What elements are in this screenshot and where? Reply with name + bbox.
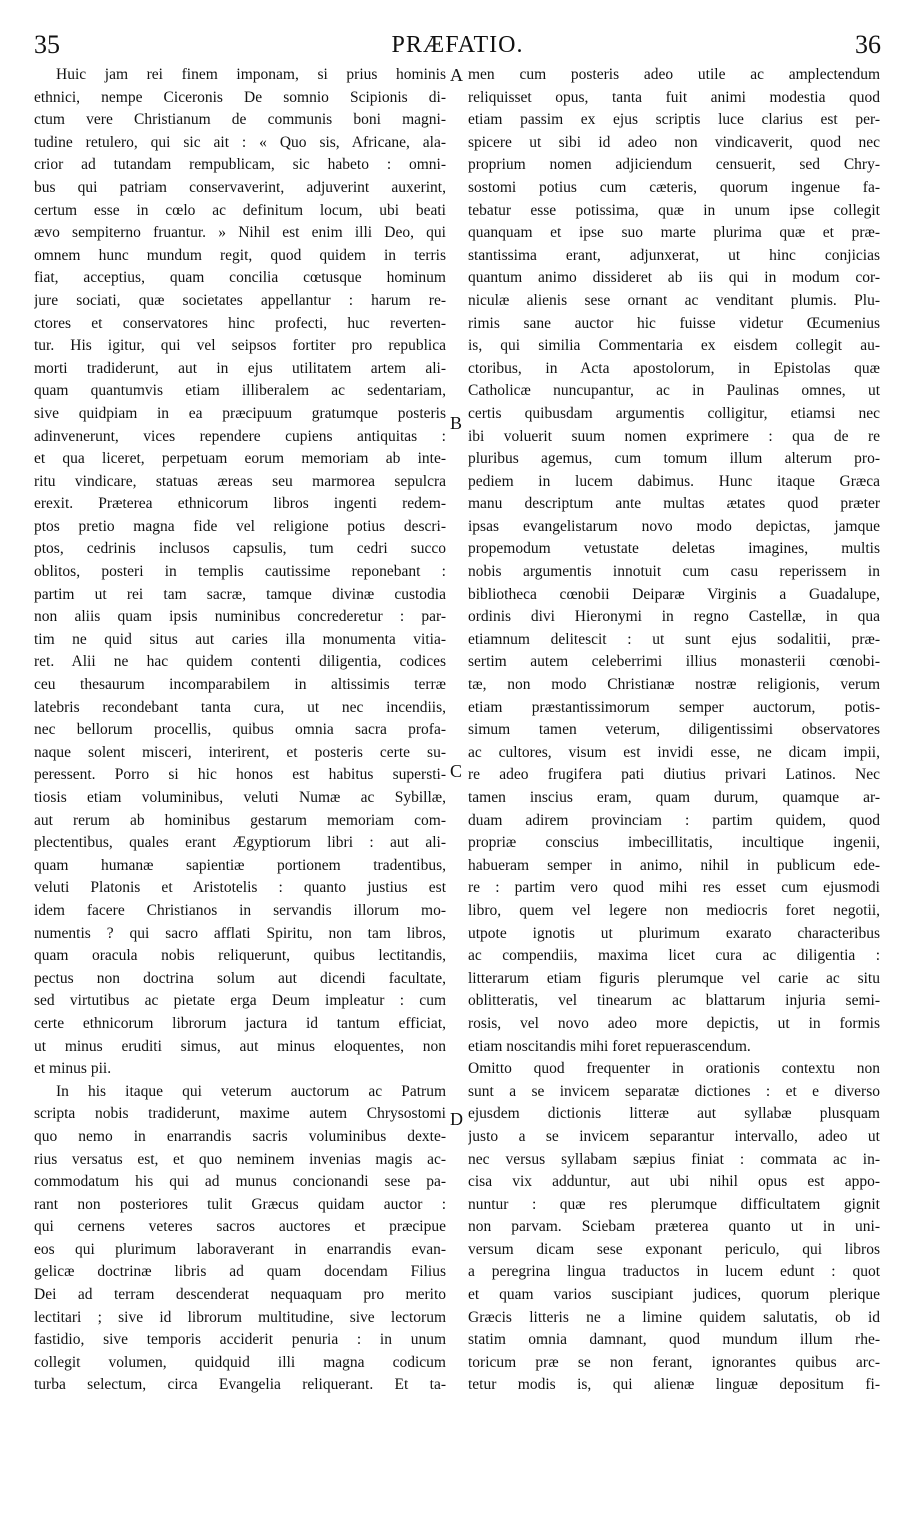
text-line: tudine retulero, qui sic ait : « Quo sis, Africane, ala- bbox=[34, 133, 446, 151]
text-line: et quam varios suscipiant judices, quorum plerique bbox=[468, 1286, 880, 1304]
text-line: ordinis divi Hieronymi in regno Castellæ, in qua bbox=[468, 608, 880, 626]
text-line: partim ut rei tam sacræ, tamque divinæ custodia bbox=[34, 585, 446, 603]
text-line: litterarum etiam figuris plerumque vel carie ac situ bbox=[468, 969, 880, 987]
margin-markers bbox=[446, 64, 468, 1464]
text-line: pectus non doctrina solum aut dicendi facultate, bbox=[34, 969, 446, 987]
text-line: justo a se invicem separantur intervallo, adeo ut bbox=[468, 1127, 880, 1145]
text-line: tæ, non modo Christianæ nostræ religionis, verum bbox=[468, 676, 880, 694]
text-line: Græcis litteris ne a limine quidem salutatis, ob id bbox=[468, 1308, 880, 1326]
text-line: ipsas evangelistarum novo modo depictas, jamque bbox=[468, 517, 880, 535]
text-line: ejusdem dictionis litteræ aut syllabæ plusquam bbox=[468, 1105, 880, 1123]
text-line: oblitos, posteri in templis cautissime reponebant : bbox=[34, 563, 446, 581]
margin-marker-d: D bbox=[450, 1109, 463, 1129]
text-line: etiam passim ex ejus scriptis luce clarius est per- bbox=[468, 111, 880, 129]
text-line: tetur modis is, qui alienæ linguæ depositum fi- bbox=[468, 1376, 880, 1394]
text-line: ctum vere Christianum de communis boni magni- bbox=[34, 111, 446, 129]
text-line: crior ad tutandam rempublicam, sic habeto : omni- bbox=[34, 156, 446, 174]
text-line: sertim autem celeberrimi illius monasterii cœnobi- bbox=[468, 653, 880, 671]
text-line: ibi voluerit suum nomen exprimere : qua de re bbox=[468, 427, 880, 445]
text-line: erexit. Præterea ethnicorum libros ingenti redem- bbox=[34, 495, 446, 513]
text-line: ethnici, nempe Ciceronis De somnio Scipionis di- bbox=[34, 88, 446, 106]
text-line: et minus pii. bbox=[34, 1060, 112, 1078]
text-line: manu descriptum ante multas ætates quod præter bbox=[468, 495, 880, 513]
text-line: nuntur : quæ res plerumque difficultatem gignit bbox=[468, 1195, 880, 1213]
text-line: habueram semper in animo, nihil in publicum ede- bbox=[468, 856, 880, 874]
text-line: propemodum vetustate deletas imagines, multis bbox=[468, 540, 880, 558]
text-line: utpote ignotis ut plurimum exarato characteribus bbox=[468, 924, 880, 942]
text-line: plectentibus, quales erant Ægyptiorum libri : aut ali- bbox=[34, 834, 446, 852]
text-line: ptos, cedrinis inclusos capsulis, tum cedri succo bbox=[34, 540, 446, 558]
text-line: is, qui similia Commentaria ex eisdem collegit au- bbox=[468, 337, 880, 355]
text-line: lectitari ; sive id librorum multitudine, sive lectorum bbox=[34, 1308, 446, 1326]
text-line: re : partim vero quod mihi res esset cum ejusmodi bbox=[468, 879, 880, 897]
text-line: etiamnum delitescit : ut sunt ejus sodalitii, præ- bbox=[468, 630, 880, 648]
text-line: turba selectum, circa Evangelia reliquerant. Et ta- bbox=[34, 1376, 446, 1394]
text-line: propriæ conscius imbecillitatis, incultique ingenii, bbox=[468, 834, 880, 852]
margin-marker-b: B bbox=[450, 413, 463, 433]
text-line: re adeo frugifera pati diutius privari Latinos. Nec bbox=[468, 766, 880, 784]
text-line: eos qui plurimum laboraverant in enarrandis evan- bbox=[34, 1240, 446, 1258]
text-line: rimis sane auctor hic fuisse videtur Œcumenius bbox=[468, 314, 880, 332]
text-line: versum dicam sese exponant periculo, qui libros bbox=[468, 1240, 880, 1258]
text-line: scripta nobis tradiderunt, maxime autem Chrysostomi bbox=[34, 1105, 446, 1123]
text-line: bus qui patriam conservaverint, adjuverint auxerint, bbox=[34, 178, 446, 196]
text-line: tamen inscius eram, quam durum, quamque ar- bbox=[468, 789, 880, 806]
text-line: latebris recondebant tanta cura, ut nec incendiis, bbox=[34, 698, 446, 716]
text-line: quantum animo dissideret ab iis qui in modum cor- bbox=[468, 269, 880, 287]
text-line: oblitteratis, vel tinearum ac blattarum injuria semi- bbox=[468, 992, 880, 1010]
text-line: duam adirem provinciam : partim quidem, quod bbox=[468, 811, 880, 829]
text-line: tim ne quid situs aut caries illa monumenta vitia- bbox=[34, 630, 446, 648]
text-line: non parvam. Sciebam præterea quanto ut in uni- bbox=[468, 1218, 880, 1236]
text-line: pediem in lucem dabimus. Hunc itaque Græca bbox=[468, 472, 880, 490]
text-line: jure sociati, quæ societates appellantur : harum re- bbox=[34, 291, 446, 309]
text-line: numentis ? qui sacro afflati Spiritu, non tam libros, bbox=[34, 924, 446, 942]
text-line: tebatur esse potissima, quæ in unum ipse collegit bbox=[468, 201, 880, 219]
text-line: gelicæ doctrinæ libris ad quam docendam Filius bbox=[34, 1263, 446, 1281]
text-line: sed virtutibus ac pietate erga Deum impleatur : cum bbox=[34, 992, 446, 1010]
text-line: quo nemo in enarrandis sacris voluminibus dexte- bbox=[34, 1127, 446, 1145]
text-line: quam quantumvis etiam illiberalem ac sedentariam, bbox=[34, 382, 446, 400]
text-line: quanquam et ipse suo marte plurima quæ et præ- bbox=[468, 224, 880, 242]
text-line: ut minus eruditi simus, aut minus eloquentes, non bbox=[34, 1037, 446, 1055]
text-line: commodatum his qui ad munus concionandi sese pa- bbox=[34, 1173, 446, 1191]
text-line: certis quibusdam argumentis colligitur, etiamsi nec bbox=[468, 404, 880, 422]
text-line: nec versus syllabam sæpius finiat : commata ac in- bbox=[468, 1150, 880, 1168]
left-text-column bbox=[34, 64, 446, 1397]
running-header bbox=[34, 30, 881, 60]
text-line: cisa vix adduntur, aut ubi nihil opus est appo- bbox=[468, 1173, 880, 1191]
text-line: sostomi potius cum cæteris, quorum ingenue fa- bbox=[468, 178, 880, 196]
text-line: fiat, acceptius, quam concilia cœtusque hominum bbox=[34, 269, 446, 287]
text-line: nec bellorum procellis, quibus omnia sacra profa- bbox=[34, 721, 446, 739]
text-line: adinvenerunt, vices rependere cupiens antiquitas : bbox=[34, 427, 446, 445]
text-line: ævo sempiterno fruantur. » Nihil est enim illi Deo, qui bbox=[34, 224, 446, 242]
text-line: a peregrina lingua traductos in lucem edunt : quot bbox=[468, 1263, 880, 1281]
text-line: ret. Alii ne hac quidem contenti diligentia, codices bbox=[34, 653, 446, 671]
text-line: proprium nomen adjiciendum censuerit, sed Chry- bbox=[468, 156, 880, 174]
text-line: et qua liceret, perpetuam eorum memoriam ab inte- bbox=[34, 450, 446, 468]
text-line: libro, quem vel legere non mediocris foret negotii, bbox=[468, 901, 880, 919]
text-line: In his itaque qui veterum auctorum ac Patrum bbox=[56, 1082, 446, 1100]
text-line: quam oracula nobis reliquerunt, quibus lectitandis, bbox=[34, 947, 446, 965]
text-line: men cum posteris adeo utile ac amplectendum bbox=[468, 66, 880, 83]
text-line: sive quidpiam in ea præcipuum gratumque posteris bbox=[34, 404, 446, 422]
text-line: toricum præ se non ferant, ignorantes quibus arc- bbox=[468, 1353, 880, 1371]
text-line: simum tamen veterum, diligentissimi observatores bbox=[468, 721, 880, 739]
running-title: PRÆFATIO. bbox=[391, 32, 524, 58]
margin-marker-a: A bbox=[450, 65, 463, 85]
text-line: etiam præstantissimorum semper auctorum, potis- bbox=[468, 698, 880, 716]
text-line: ctores et conservatores hinc profecti, huc reverten- bbox=[34, 314, 446, 332]
text-line: spicere ut sibi id adeo non vindicaverit, quod nec bbox=[468, 133, 880, 151]
text-line: peressent. Porro si hic honos est habitus supersti- bbox=[34, 766, 446, 784]
text-line: ritu vindicare, statuas æreas seu marmorea sepulcra bbox=[34, 472, 446, 490]
text-line: niculæ alienis sese ornant ac venditant plumis. Plu- bbox=[468, 291, 880, 309]
text-line: statim omnia damnant, quod mundum illum rhe- bbox=[468, 1331, 880, 1349]
text-line: ptos pretio magna fide vel religione potius descri- bbox=[34, 517, 446, 535]
text-line: rius versatus est, et quo neminem invenias magis ac- bbox=[34, 1150, 446, 1168]
text-line: Dei ad terram descenderat nequaquam pro merito bbox=[34, 1286, 446, 1304]
text-line: Huic jam rei finem imponam, si prius hominis bbox=[56, 66, 446, 83]
text-line: bibliotheca cœnobii Deiparæ Virginis a Guadalupe, bbox=[468, 585, 880, 603]
text-line: non aliis quam ipsis numinibus concrederetur : par- bbox=[34, 608, 446, 626]
text-line: rosis, vel novo adeo more depictis, ut in formis bbox=[468, 1014, 880, 1032]
text-line: quam humanæ sapientiæ portionem tradentibus, bbox=[34, 856, 446, 874]
text-line: morti tradiderunt, aut in ejus utilitatem artem ali- bbox=[34, 359, 446, 377]
text-line: stantissima erant, adjunxerat, ut hinc conjicias bbox=[468, 246, 880, 264]
text-line: ctoribus, in Acta apostolorum, in Epistolas quæ bbox=[468, 359, 880, 377]
text-line: qui cernens veteres sacros auctores et præcipue bbox=[34, 1218, 446, 1236]
text-line: certum esse in cœlo ac definitum locum, ubi beati bbox=[34, 201, 446, 219]
text-line: Omitto quod frequenter in orationis contextu non bbox=[468, 1060, 880, 1078]
text-line: ac cultores, visum est invidi esse, ne dicam impii, bbox=[468, 743, 880, 761]
text-line: aut rerum ab hominibus gestarum memoriam com- bbox=[34, 811, 446, 829]
text-line: ac compendiis, maxima licet cura ac diligentia : bbox=[468, 947, 880, 965]
text-line: rant non posteriores tulit Græcus quidam auctor : bbox=[34, 1195, 446, 1213]
text-line: reliquisset opus, tanta fuit animi modestia quod bbox=[468, 88, 880, 106]
text-line: fastidio, sive temporis acciderit penuria : in unum bbox=[34, 1331, 446, 1349]
text-line: certe ethnicorum librorum jactura id tantum efficiat, bbox=[34, 1014, 446, 1032]
text-line: pluribus agemus, cum tomum illum alterum pro- bbox=[468, 450, 880, 468]
text-line: nobis argumentis innotuit cum casu reperissem in bbox=[468, 563, 880, 581]
text-line: Catholicæ nuncupantur, ac in Paulinas omnes, ut bbox=[468, 382, 880, 400]
text-line: veluti Platonis et Aristotelis : quanto justius est bbox=[34, 879, 446, 897]
text-line: tiosis etiam voluminibus, veluti Numæ ac Sybillæ, bbox=[34, 789, 446, 806]
text-line: etiam noscitandis mihi foret repuerascendum. bbox=[468, 1037, 751, 1055]
text-line: ceu thesaurum incomparabilem in altissimis terræ bbox=[34, 676, 446, 694]
text-line: naque solent misceri, interirent, et posteris certe su- bbox=[34, 743, 446, 761]
text-line: tur. His igitur, qui vel seipsos fortiter pro republica bbox=[34, 337, 446, 355]
text-line: idem facere Christianos in servandis illorum mo- bbox=[34, 901, 446, 919]
right-page-number: 36 bbox=[855, 30, 881, 59]
left-page-number: 35 bbox=[34, 30, 60, 59]
right-text-column bbox=[468, 64, 880, 1397]
text-line: omnem hunc mundum regit, quod quidem in terris bbox=[34, 246, 446, 264]
text-line: collegit volumen, quidquid illi magna codicum bbox=[34, 1353, 446, 1371]
text-line: sunt a se invicem separatæ dictiones : et e diverso bbox=[468, 1082, 880, 1100]
margin-marker-c: C bbox=[450, 761, 463, 781]
